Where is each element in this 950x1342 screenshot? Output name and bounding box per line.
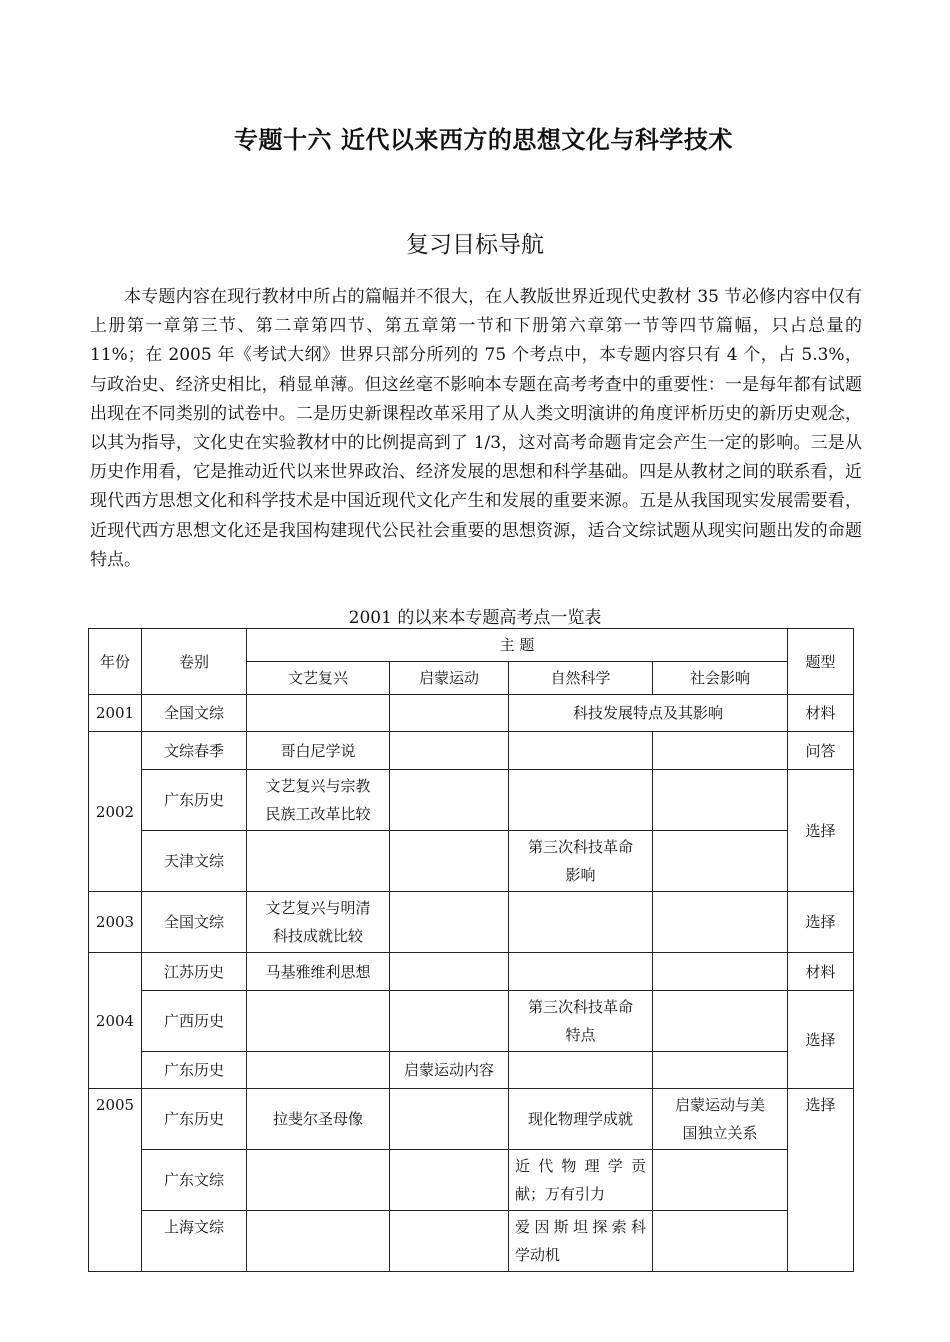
cell-renaissance: 哥白尼学说: [247, 732, 390, 770]
table-row: [89, 770, 854, 831]
cell-type: 选择: [788, 770, 854, 892]
cell-type: 选择: [788, 892, 854, 953]
header-paper: 卷别: [142, 629, 247, 695]
header-science: 自然科学: [509, 662, 653, 695]
cell-type: 材料: [788, 695, 854, 732]
cell-paper: 广东历史: [142, 770, 247, 831]
cell-paper: 江苏历史: [142, 953, 247, 991]
cell-paper: 文综春季: [142, 732, 247, 770]
cell-paper: 广东历史: [142, 1089, 247, 1150]
cell-type: 选择: [788, 1089, 854, 1272]
table-row: [89, 892, 854, 953]
cell-year: 2005: [89, 1089, 142, 1272]
table-row: [89, 953, 854, 991]
exam-topics-table: [88, 628, 854, 1272]
cell-science: 第三次科技革命 影响: [509, 831, 653, 892]
header-year: 年份: [89, 629, 142, 695]
cell-paper: 上海文综: [142, 1211, 247, 1272]
cell-science: 现化物理学成就: [509, 1089, 653, 1150]
header-enlightenment: 启蒙运动: [390, 662, 509, 695]
table-row: [89, 732, 854, 770]
table-row: [89, 1089, 854, 1150]
header-social: 社会影响: [653, 662, 788, 695]
cell-paper: 广西历史: [142, 991, 247, 1052]
header-renaissance: 文艺复兴: [247, 662, 390, 695]
cell-paper: 全国文综: [142, 892, 247, 953]
table-row: [89, 695, 854, 732]
header-row: [89, 629, 854, 662]
cell-renaissance: 马基雅维利思想: [247, 953, 390, 991]
cell-year: 2001: [89, 695, 142, 732]
cell-renaissance: 文艺复兴与宗教 民族工改革比较: [247, 770, 390, 831]
cell-year: 2003: [89, 892, 142, 953]
cell-year: 2002: [89, 732, 142, 892]
cell-science: 爱因斯坦探索科 学动机: [509, 1211, 653, 1272]
table-row: [89, 1150, 854, 1211]
page-title: 专题十六 近代以来西方的思想文化与科学技术: [234, 126, 733, 154]
cell-type: 问答: [788, 732, 854, 770]
cell-paper: 全国文综: [142, 695, 247, 732]
cell-paper: 广东文综: [142, 1150, 247, 1211]
table-row: [89, 831, 854, 892]
cell-science-social: 科技发展特点及其影响: [509, 695, 788, 732]
table-row: [89, 1052, 854, 1089]
cell-year: 2004: [89, 953, 142, 1089]
cell-science: 近代物理学贡 献；万有引力: [509, 1150, 653, 1211]
cell-science: 第三次科技革命 特点: [509, 991, 653, 1052]
cell-paper: 天津文综: [142, 831, 247, 892]
intro-paragraph: 本专题内容在现行教材中所占的篇幅并不很大，在人教版世界近现代史教材 35 节必修内容中仅有上册第一章第三节、第二章第四节、第五章第一节和下册第六章第一节等四节篇幅，只占总量的 11%；在 2005 年《考试大纲》世界只部分所列的 75 个考点中，本专题内容只有 4 个，占 5.3%，与政治史、经济史相比，稍显单薄。但这丝毫不影响本专题在高考考查中的重要性：一是每年都有试题出现在不同类别的试卷中。二是历史新课程改革采用了从人类文明演讲的角度评析历史的新历史观念，以其为指导，文化史在实验教材中的比例提高到了 1/3，这对高考命题肯定会产生一定的影响。三是从历史作用看，它是推动近代以来世界政治、经济发展的思想和科学基础。四是从教材之间的联系看，近现代西方思想文化和科学技术是中国近现代文化产生和发展的重要来源。五是从我国现实发展需要看，近现代西方思想文化还是我国构建现代公民社会重要的思想资源，适合文综试题从现实问题出发的命题特点。: [90, 287, 862, 570]
table-row: [89, 1211, 854, 1272]
table-caption: 2001 的以来本专题高考点一览表: [348, 608, 602, 628]
cell-social: 启蒙运动与美 国独立关系: [653, 1089, 788, 1150]
header-type: 题型: [788, 629, 854, 695]
cell-renaissance: 拉斐尔圣母像: [247, 1089, 390, 1150]
cell-type: 选择: [788, 991, 854, 1089]
cell-paper: 广东历史: [142, 1052, 247, 1089]
table-row: [89, 991, 854, 1052]
header-theme: 主 题: [247, 629, 788, 662]
cell-enlightenment: 启蒙运动内容: [390, 1052, 509, 1089]
cell-renaissance: 文艺复兴与明清 科技成就比较: [247, 892, 390, 953]
cell-type: 材料: [788, 953, 854, 991]
section-title: 复习目标导航: [406, 232, 544, 258]
